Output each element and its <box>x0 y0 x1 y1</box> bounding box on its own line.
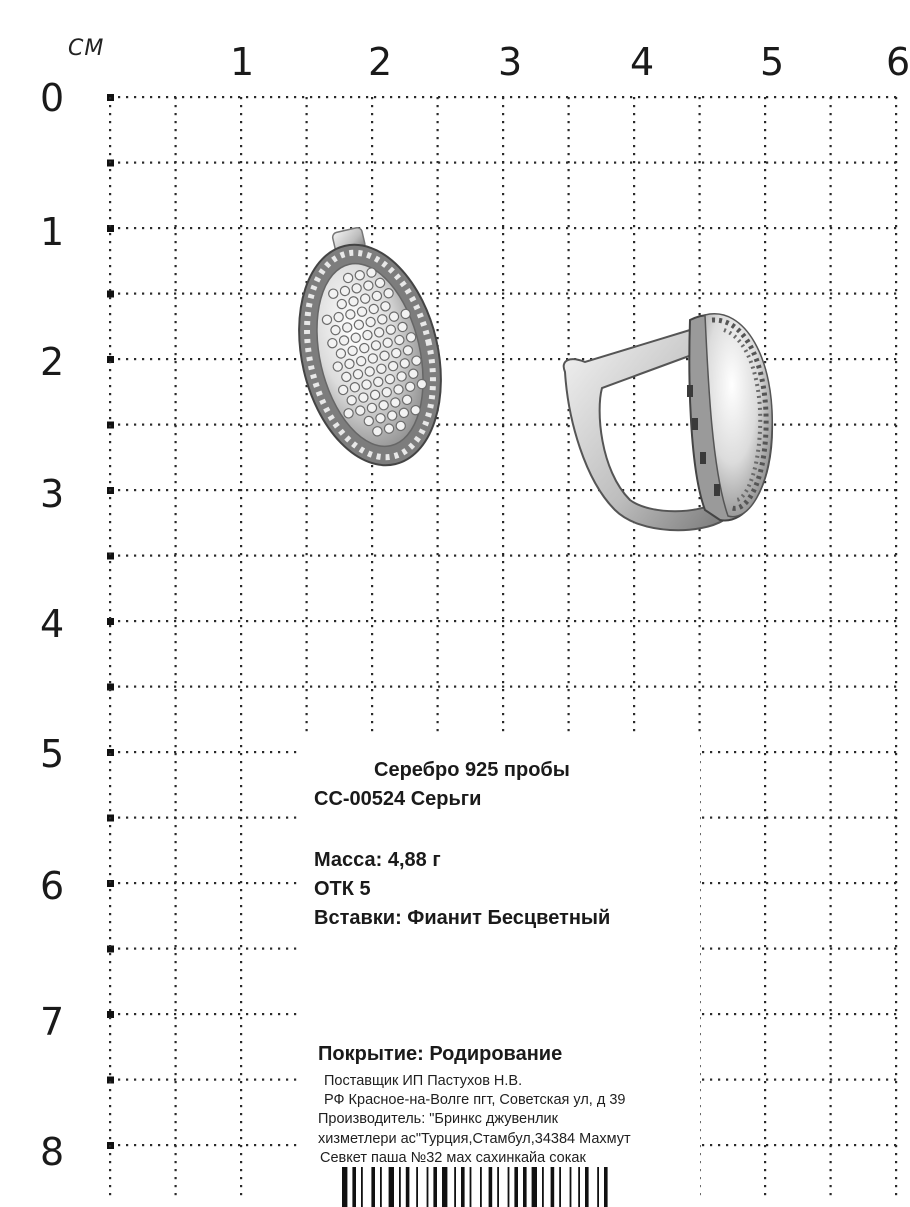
y-number-2: 2 <box>40 340 65 384</box>
y-number-0: 0 <box>40 76 65 120</box>
barcode-bar <box>416 1167 418 1207</box>
barcode-bar <box>380 1167 382 1207</box>
x-number-5: 5 <box>760 40 785 84</box>
barcode-bar <box>523 1167 527 1207</box>
x-number-6: 6 <box>886 40 910 84</box>
unit-label: СМ <box>68 36 105 61</box>
label-mass: Масса: 4,88 г <box>314 849 441 871</box>
label-supplier: Поставщик ИП Пастухов Н.В. <box>324 1073 523 1089</box>
barcode-bar <box>542 1167 544 1207</box>
barcode-bar <box>508 1167 510 1207</box>
earring-front <box>275 216 461 479</box>
y-number-5: 5 <box>40 732 65 776</box>
earring-side <box>564 314 773 530</box>
barcode-bar <box>489 1167 493 1207</box>
barcode-bar <box>389 1167 394 1207</box>
x-number-4: 4 <box>630 40 655 84</box>
label-manufacturer-line-1: Производитель: "Бринкс джувенлик <box>318 1111 558 1127</box>
barcode-bar <box>480 1167 482 1207</box>
barcode-bar <box>371 1167 375 1207</box>
label-article: СС-00524 Серьги <box>314 788 482 810</box>
y-number-6: 6 <box>40 864 65 908</box>
barcode-bar <box>532 1167 537 1207</box>
barcode-bar <box>342 1167 347 1207</box>
label-coating: Покрытие: Родирование <box>318 1043 563 1065</box>
barcode-bar <box>514 1167 518 1207</box>
x-number-3: 3 <box>498 40 523 84</box>
y-number-1: 1 <box>40 210 65 254</box>
barcode-bar <box>497 1167 499 1207</box>
barcode-bar <box>559 1167 561 1207</box>
label-inserts: Вставки: Фианит Бесцветный <box>314 907 611 929</box>
barcode-bar <box>352 1167 356 1207</box>
y-number-7: 7 <box>40 1000 65 1044</box>
barcode-bar <box>427 1167 429 1207</box>
y-number-4: 4 <box>40 602 65 646</box>
barcode-bar <box>361 1167 363 1207</box>
barcode-bar <box>551 1167 555 1207</box>
barcode-bar <box>578 1167 580 1207</box>
barcode-bar <box>433 1167 437 1207</box>
label-manufacturer-line-3: Севкет паша №32 мах сахинкайа сокак <box>320 1150 586 1166</box>
barcode-bar <box>585 1167 589 1207</box>
label-metal: Серебро 925 пробы <box>374 759 570 781</box>
barcode-bar <box>454 1167 456 1207</box>
x-number-1: 1 <box>230 40 255 84</box>
x-number-2: 2 <box>368 40 393 84</box>
barcode-bar <box>597 1167 599 1207</box>
label-otk: ОТК 5 <box>314 878 371 900</box>
product-tag <box>300 735 700 1200</box>
barcode-bar <box>442 1167 447 1207</box>
y-number-8: 8 <box>40 1130 65 1174</box>
barcode-bar <box>604 1167 608 1207</box>
barcode-bar <box>470 1167 472 1207</box>
barcode-bar <box>399 1167 401 1207</box>
barcode-bar <box>570 1167 572 1207</box>
barcode-bar <box>406 1167 410 1207</box>
label-address: РФ Красное-на-Волге пгт, Советская ул, д 39 <box>324 1092 626 1108</box>
label-manufacturer-line-2: хизметлери ас"Турция,Стамбул,34384 Махмут <box>318 1131 631 1147</box>
barcode-bar <box>461 1167 465 1207</box>
y-number-3: 3 <box>40 472 65 516</box>
barcode <box>340 1167 680 1207</box>
